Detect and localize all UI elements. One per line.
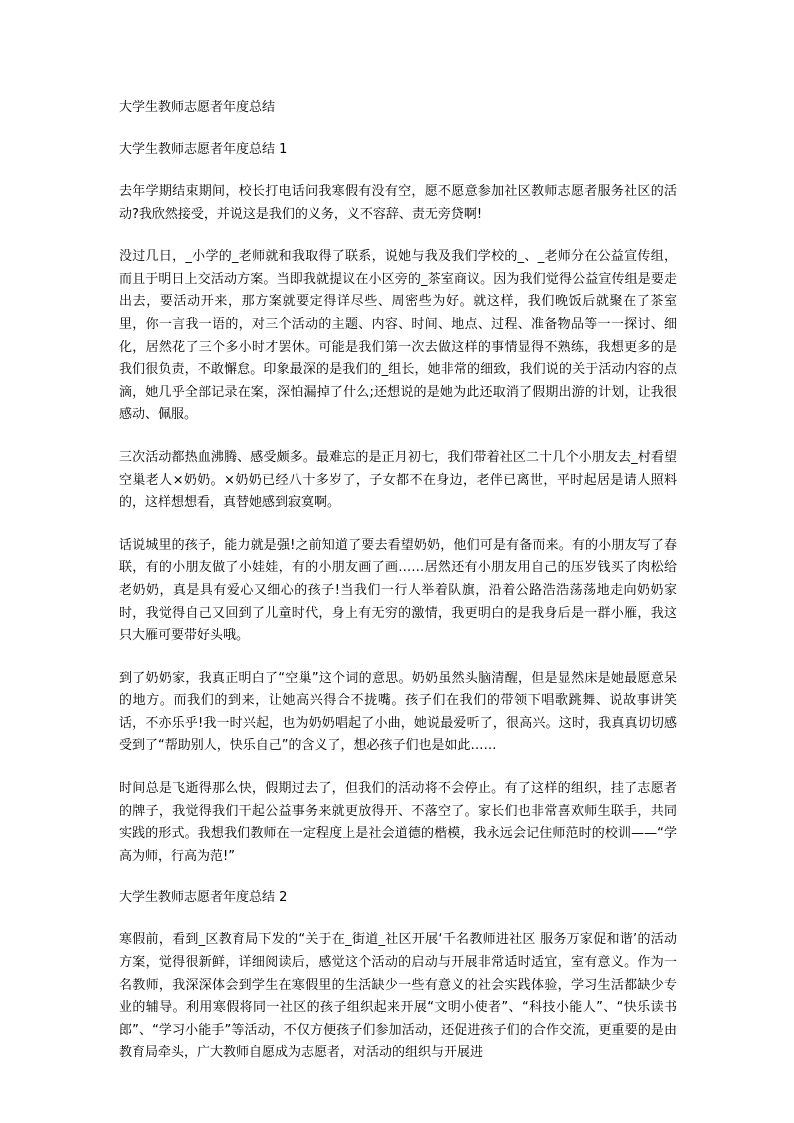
section-2 [119, 888, 677, 1065]
paragraph: 时间总是飞逝得那么快，假期过去了，但我们的活动将不会停止。有了这样的组织，挂了志愿者的牌子，我觉得我们干起公益事务来就更放得开、不落空了。家长们也非常喜欢师生联手，共同实践的形式。我想我们教师在一定程度上是社会道德的楷模，我永远会记住师范时的校训——“学高为师，行高为范!” [119, 781, 677, 864]
section-1 [119, 140, 677, 868]
document-title: 大学生教师志愿者年度总结 [119, 100, 276, 115]
document-page [119, 98, 677, 1065]
paragraph: 去年学期结束期间，校长打电话问我寒假有没有空，愿不愿意参加社区教师志愿者服务社区的活动?我欣然接受，并说这是我们的义务，义不容辞、责无旁贷啊! [119, 184, 677, 222]
paragraph: 三次活动都热血沸腾、感受颇多。最难忘的是正月初七，我们带着社区二十几个小朋友去_村看望空巢老人×奶奶。×奶奶已经八十多岁了，子女都不在身边，老伴已离世，平时起居是请人照料的，这样想想看，真替她感到寂寞啊。 [119, 449, 677, 511]
paragraph: 到了奶奶家，我真正明白了“空巢”这个词的意思。奶奶虽然头脑清醒，但是显然床是她最愿意呆的地方。而我们的到来，让她高兴得合不拢嘴。孩子们在我们的带领下唱歌跳舞、说故事讲笑话，不亦乐乎!我一时兴起，也为奶奶唱起了小曲，她说最爱听了，很高兴。这时，我真真切切感受到了“帮助别人，快乐自己”的含义了，想必孩子们也是如此…… [119, 670, 677, 754]
paragraph: 话说城里的孩子，能力就是强!之前知道了要去看望奶奶，他们可是有备而来。有的小朋友写了春联，有的小朋友做了小娃娃，有的小朋友画了画……居然还有小朋友用自己的压岁钱买了肉松给老奶奶，真是具有爱心又细心的孩子!当我们一行人举着队旗，沿着公路浩浩荡荡地走向奶奶家时，我觉得自己又回到了儿童时代，身上有无穷的激情，我更明白的是我身后是一群小雁，我这只大雁可要带好头哦。 [119, 537, 677, 644]
paragraph: 没过几日，_小学的_老师就和我取得了联系，说她与我及我们学校的_、_老师分在公益宣传组，而且于明日上交活动方案。当即我就提议在小区旁的_茶室商议。因为我们觉得公益宣传组是要走出去，要活动开来，那方案就要定得详尽些、周密些为好。就这样，我们晚饭后就聚在了茶室里，你一言我一语的，对三个活动的主题、内容、时间、地点、过程、准备物品等一一探讨、细化，居然花了三个多小时才罢休。可能是我们第一次去做这样的事情显得不熟练，我想更多的是我们很负责，不敢懈怠。印象最深的是我们的_组长，她非常的细致，我们说的关于活动内容的点滴，她几乎全部记录在案，深怕漏掉了什么;还想说的是她为此还取消了假期出游的计划，让我很感动、佩服。 [119, 249, 677, 423]
paragraph: 寒假前，看到_区教育局下发的“关于在_街道_社区开展‘千名教师进社区 服务万家促和谐’的活动方案，觉得很新鲜，详细阅读后，感觉这个活动的启动与开展非常适时适宜，室有意义。作为一名教师，我深深体会到学生在寒假里的生活缺少一些有意义的社会实践体验，学习生活都缺少专业的辅导。利用寒假将同一社区的孩子组织起来开展“文明小使者”、“科技小能人”、“快乐读书郎”、“学习小能手”等活动，不仅方便孩子们参加活动，还促进孩子们的合作交流，更重要的是由教育局牵头，广大教师自愿成为志愿者，对活动的组织与开展进 [119, 932, 677, 1061]
section-heading: 大学生教师志愿者年度总结 2 [119, 890, 288, 906]
section-heading: 大学生教师志愿者年度总结 1 [119, 142, 288, 157]
